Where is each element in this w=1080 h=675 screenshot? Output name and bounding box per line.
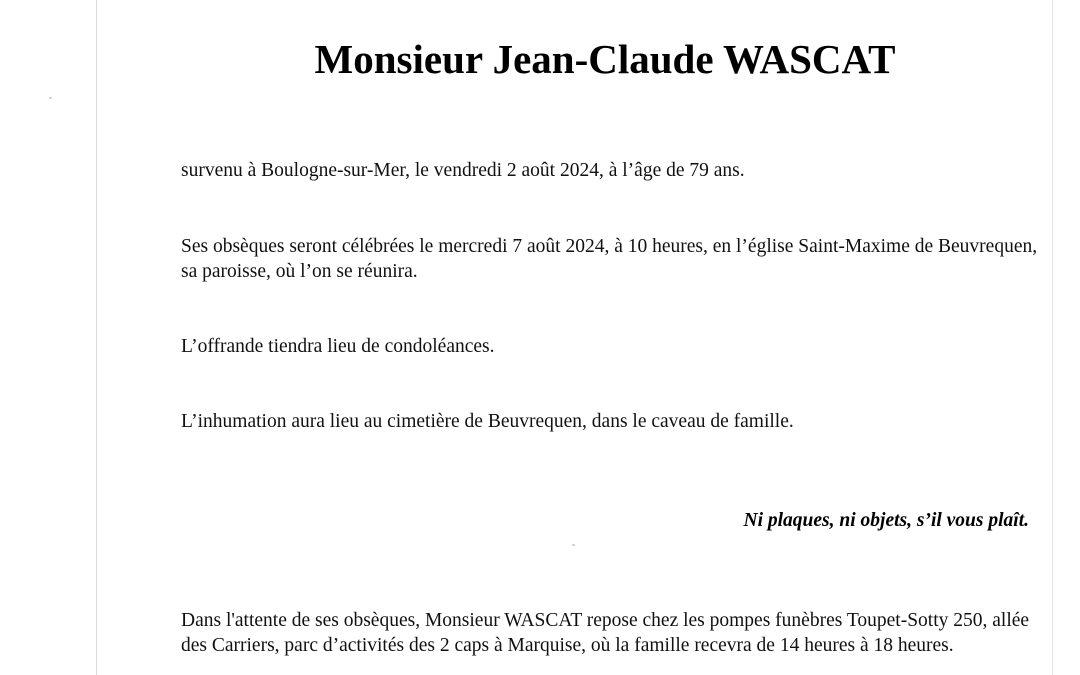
offering-note: L’offrande tiendra lieu de condoléances. [181, 336, 495, 357]
scan-left-edge [96, 0, 97, 675]
death-announcement: survenu à Boulogne-sur-Mer, le vendredi 2 août 2024, à l’âge de 79 ans. [181, 160, 745, 181]
funeral-details: Ses obsèques seront célébrées le mercredi 7 août 2024, à 10 heures, en l’église Saint-Maxime de Beuvrequen, sa paroisse, où l’on se réunira. [181, 236, 1038, 282]
scan-right-edge [1052, 0, 1053, 675]
notice-title: Monsieur Jean-Claude WASCAT [314, 36, 896, 82]
repose-details: Dans l'attente de ses obsèques, Monsieur WASCAT repose chez les pompes funèbres Toupet-Sotty 250, allée des Carriers, parc d’activités des 2 caps à Marquise, où la famille recevra de 14 heures à 18 heures. [181, 610, 1030, 656]
closing-request: Ni plaques, ni objets, s’il vous plaît. [743, 510, 1029, 531]
scan-speck [572, 544, 575, 546]
burial-details: L’inhumation aura lieu au cimetière de Beuvrequen, dans le caveau de famille. [181, 411, 794, 432]
scan-speck [49, 97, 52, 99]
